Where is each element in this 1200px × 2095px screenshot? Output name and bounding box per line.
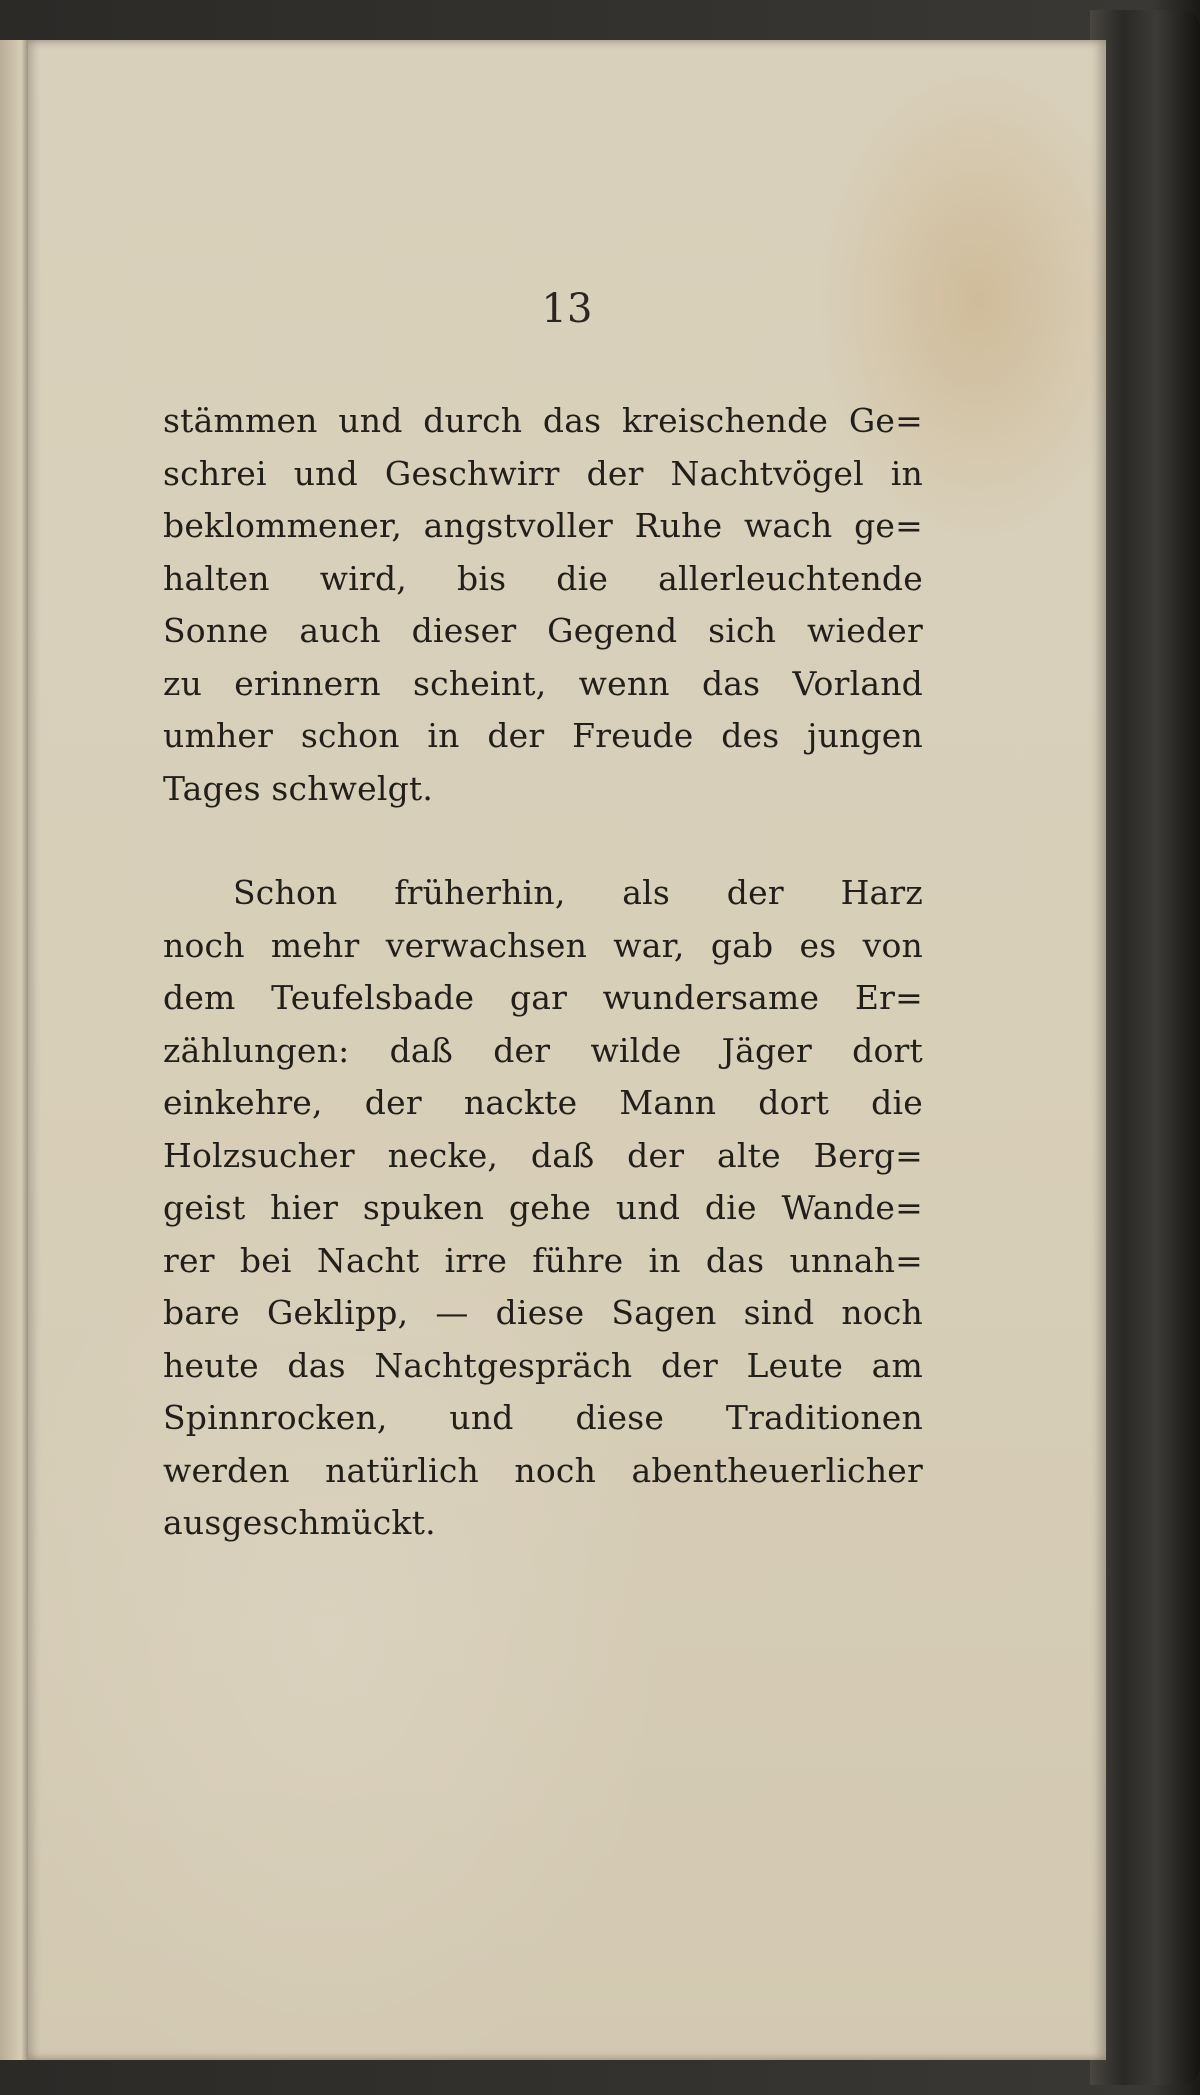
text-line: rer bei Nacht irre führe in das unnah= (163, 1240, 923, 1280)
page-text (163, 395, 923, 1550)
paragraph-gap (163, 815, 923, 867)
book-page (28, 40, 1106, 2060)
text-line: umher schon in der Freude des jungen (163, 716, 923, 755)
text-line: einkehre, der nackte Mann dort die (163, 1083, 923, 1122)
text-line: ausgeschmückt. (163, 1503, 436, 1542)
text-line: dem Teufelsbade gar wundersame Er= (163, 978, 923, 1017)
text-line: Spinnrocken, und diese Traditionen (163, 1398, 923, 1437)
paragraph-1 (163, 395, 923, 815)
text-line: Tages schwelgt. (163, 768, 434, 808)
text-line: werden natürlich noch abentheuerlicher (163, 1450, 923, 1490)
text-line: noch mehr verwachsen war, gab es von (163, 925, 923, 965)
paragraph-2 (163, 867, 923, 1550)
text-line: zu erinnern scheint, wenn das Vorland (163, 663, 923, 703)
text-line: Schon früherhin, als der Harz (233, 873, 923, 912)
text-line: schrei und Geschwirr der Nachtvögel in (163, 453, 923, 493)
text-line: Sonne auch dieser Gegend sich wieder (163, 611, 923, 650)
book-cover-edge (1090, 10, 1200, 2085)
text-line: stämmen und durch das kreischende Ge= (163, 401, 923, 440)
page-number: 13 (541, 286, 593, 332)
text-line: zählungen: daß der wilde Jäger dort (163, 1030, 923, 1070)
left-page-edge (0, 40, 30, 2060)
text-line: halten wird, bis die allerleuchtende (163, 558, 923, 598)
text-line: heute das Nachtgespräch der Leute am (163, 1345, 923, 1385)
text-line: geist hier spuken gehe und die Wande= (163, 1188, 923, 1227)
text-line: beklommener, angstvoller Ruhe wach ge= (163, 506, 923, 545)
text-line: Holzsucher necke, daß der alte Berg= (163, 1135, 923, 1175)
text-line: bare Geklipp, — diese Sagen sind noch (163, 1293, 923, 1332)
